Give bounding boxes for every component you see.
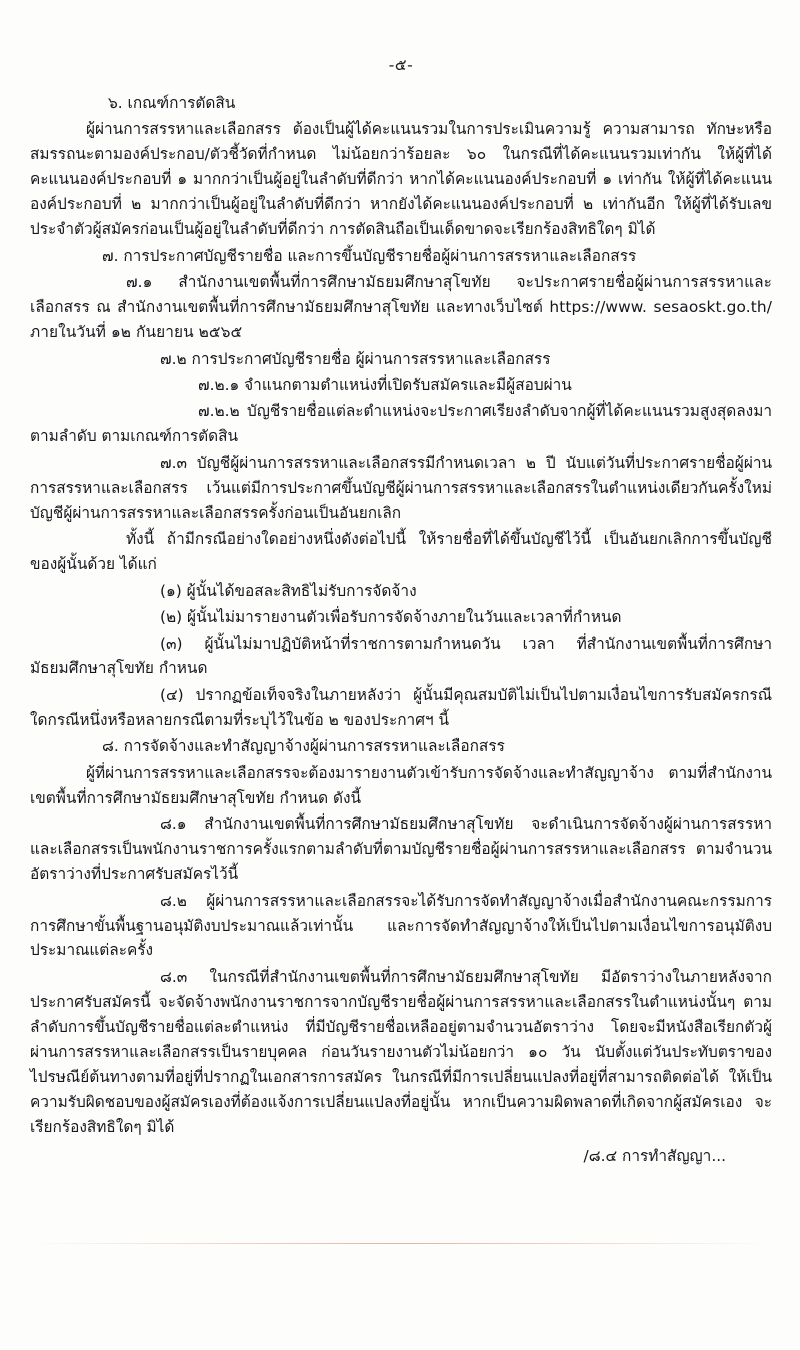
paragraph-8-intro: ผู้ที่ผ่านการสรรหาและเลือกสรรจะต้องมารายงานตัวเข้ารับการจัดจ้างและทำสัญญาจ้าง ตามที่สำนักงานเขตพื้นที่การศึกษามัธยมศึกษาสุโขทัย กำหนด ดังนี้ [30, 763, 772, 807]
paragraph-7-3: ๗.๓ บัญชีผู้ผ่านการสรรหาและเลือกสรรมีกำหนดเวลา ๒ ปี นับแต่วันที่ประกาศรายชื่อผู้ผ่านการสรรหาและเลือกสรร เว้นแต่มีการประกาศขึ้นบัญชีผู้ผ่านการสรรหาและเลือกสรรในตำแหน่งเดียวกันครั้งใหม่ บัญชีผู้ผ่านการสรรหาและเลือกสรรครั้งก่อนเป็นอันยกเลิก [30, 453, 772, 522]
paragraph-7-1: ๗.๑ สำนักงานเขตพื้นที่การศึกษามัธยมศึกษาสุโขทัย จะประกาศรายชื่อผู้ผ่านการสรรหาและเลือกสรร ณ สำนักงานเขตพื้นที่การศึกษามัธยมศึกษาสุโขทัย และทางเว็บไซต์ https://www. sesaoskt.go.th/ ภายในวันที่ ๑๒ กันยายน ๒๕๖๕ [30, 273, 772, 342]
section-heading-8: ๘. การจัดจ้างและทำสัญญาจ้างผู้ผ่านการสรรหาและเลือกสรร [102, 737, 505, 756]
section-heading-6: ๖. เกณฑ์การตัดสิน [108, 94, 236, 112]
paragraph-7-2-2: ๗.๒.๒ บัญชีรายชื่อแต่ละตำแหน่งจะประกาศเรียงลำดับจากผู้ที่ได้คะแนนรวมสูงสุดลงมาตามลำดับ ตามเกณฑ์การตัดสิน [30, 402, 772, 446]
list-item-2: (๒) ผู้นั้นไม่มารายงานตัวเพื่อรับการจัดจ้างภายในวันและเวลาที่กำหนด [160, 608, 622, 627]
paragraph-criteria: ผู้ผ่านการสรรหาและเลือกสรร ต้องเป็นผู้ได้คะแนนรวมในการประเมินความรู้ ความสามารถ ทักษะหรือสมรรถนะตามองค์ประกอบ/ตัวชี้วัดที่กำหนด ไม่น้อยกว่าร้อยละ ๖๐ ในกรณีที่ได้คะแนนรวมเท่ากัน ให้ผู้ที่ได้คะแนนองค์ประกอบที่ ๑ มากกว่าเป็นผู้อยู่ในลำดับที่ดีกว่า หากได้คะแนนองค์ประกอบที่ ๑ เท่ากัน ให้ผู้ที่ได้คะแนนองค์ประกอบที่ ๒ มากกว่าเป็นผู้อยู่ในลำดับที่ดีกว่า หากยังได้คะแนนองค์ประกอบที่ ๒ เท่ากันอีก ให้ผู้ที่ได้รับเลขประจำตัวผู้สมัครก่อนเป็นผู้อยู่ในลำดับที่ดีกว่า การตัดสินถือเป็นเด็ดขาดจะเรียกร้องสิทธิใดๆ มิได้ [30, 120, 772, 239]
paragraph-7-2: ๗.๒ การประกาศบัญชีรายชื่อ ผู้ผ่านการสรรหาและเลือกสรร [160, 349, 551, 368]
paragraph-7-2-1: ๗.๒.๑ จำแนกตามตำแหน่งที่เปิดรับสมัครและมีผู้สอบผ่าน [198, 375, 572, 394]
page-number: -๕- [388, 56, 414, 74]
list-item-1: (๑) ผู้นั้นได้ขอสละสิทธิไม่รับการจัดจ้าง [160, 581, 417, 600]
paragraph-cancellation-intro: ทั้งนี้ ถ้ามีกรณีอย่างใดอย่างหนึ่งดังต่อไปนี้ ให้รายชื่อที่ได้ขึ้นบัญชีไว้นี้ เป็นอันยกเลิกการขึ้นบัญชีของผู้นั้นด้วย ได้แก่ [30, 530, 772, 574]
paragraph-8-3: ๘.๓ ในกรณีที่สำนักงานเขตพื้นที่การศึกษามัธยมศึกษาสุโขทัย มีอัตราว่างในภายหลังจากประกาศรับสมัครนี้ จะจัดจ้างพนักงานราชการจากบัญชีรายชื่อผู้ผ่านการสรรหาและเลือกสรรในตำแหน่งนั้นๆ ตามลำดับการขึ้นบัญชีรายชื่อแต่ละตำแหน่ง ที่มีบัญชีรายชื่อเหลืออยู่ตามจำนวนอัตราว่าง โดยจะมีหนังสือเรียกตัวผู้ผ่านการสรรหาและเลือกสรรเป็นรายบุคคล ก่อนวันรายงานตัวไม่น้อยกว่า ๑๐ วัน นับตั้งแต่วันประทับตราของไปรษณีย์ต้นทางตามที่อยู่ที่ปรากฏในเอกสารการสมัคร ในกรณีที่มีการเปลี่ยนแปลงที่อยู่ที่สามารถติดต่อได้ ให้เป็นความรับผิดชอบของผู้สมัครเองที่ต้องแจ้งการเปลี่ยนแปลงที่อยู่นั้น หากเป็นความผิดพลาดที่เกิดจากผู้สมัครเอง จะเรียกร้องสิทธิใดๆ มิได้ [30, 967, 772, 1136]
section-heading-7: ๗. การประกาศบัญชีรายชื่อ และการขึ้นบัญชีรายชื่อผู้ผ่านการสรรหาและเลือกสรร [102, 246, 637, 265]
document-body [30, 91, 772, 1169]
footer-continuation-note: /๘.๔ การทำสัญญา... [583, 1146, 726, 1165]
paragraph-8-2: ๘.๒ ผู้ผ่านการสรรหาและเลือกสรรจะได้รับการจัดทำสัญญาจ้างเมื่อสำนักงานคณะกรรมการการศึกษาขั้นพื้นฐานอนุมัติงบประมาณแล้วเท่านั้น และการจัดทำสัญญาจ้างให้เป็นไปตามเงื่อนไขการอนุมัติงบประมาณแต่ละครั้ง [30, 891, 772, 960]
paragraph-8-1: ๘.๑ สำนักงานเขตพื้นที่การศึกษามัธยมศึกษาสุโขทัย จะดำเนินการจัดจ้างผู้ผ่านการสรรหาและเลือกสรรเป็นพนักงานราชการครั้งแรกตามลำดับที่ตามบัญชีรายชื่อผู้ผ่านการสรรหาและเลือกสรร ตามจำนวนอัตราว่างที่ประกาศรับสมัครไว้นี้ [30, 815, 772, 884]
page-bottom-rule [28, 1243, 772, 1244]
list-item-3: (๓) ผู้นั้นไม่มาปฏิบัติหน้าที่ราชการตามกำหนดวัน เวลา ที่สำนักงานเขตพื้นที่การศึกษามัธยมศึกษาสุโขทัย กำหนด [30, 634, 772, 678]
list-item-4: (๔) ปรากฏข้อเท็จจริงในภายหลังว่า ผู้นั้นมีคุณสมบัติไม่เป็นไปตามเงื่อนไขการรับสมัครกรณีใดกรณีหนึ่งหรือหลายกรณีตามที่ระบุไว้ในข้อ ๒ ของประกาศฯ นี้ [30, 685, 772, 729]
